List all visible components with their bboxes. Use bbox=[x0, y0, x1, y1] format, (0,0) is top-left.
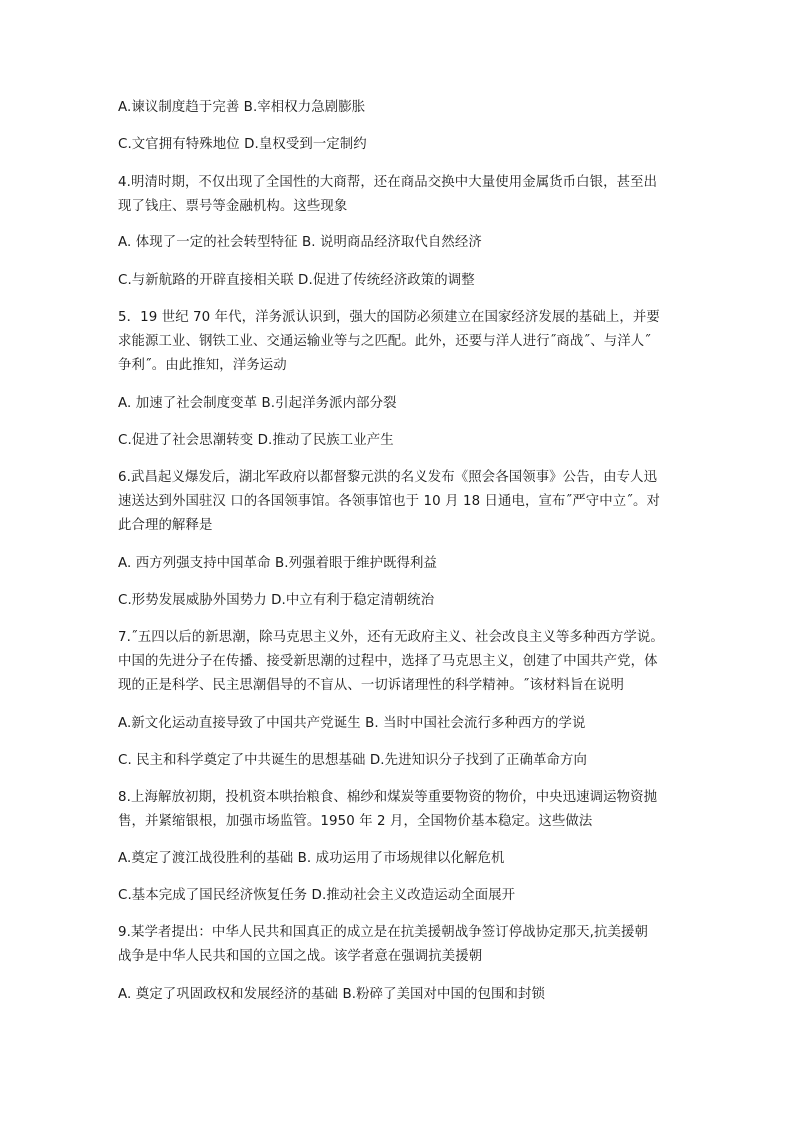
q4-options-cd: C.与新航路的开辟直接相关联 D.促进了传统经济政策的调整 bbox=[118, 273, 475, 288]
q5-stem-line-2: 求能源工业、钢铁工业、交通运输业等与之匹配。此外，还要与洋人进行˝商战˝、与洋人˝ bbox=[118, 334, 652, 349]
q7-options-cd: C. 民主和科学奠定了中共诞生的思想基础 D.先进知识分子找到了正确革命方向 bbox=[118, 753, 587, 768]
q7-stem-line-1: 7.˝五四以后的新思潮，除马克思主义外，还有无政府主义、社会改良主义等多种西方学说。 bbox=[118, 630, 664, 645]
q6-stem-line-3: 此合理的解释是 bbox=[118, 518, 213, 533]
q9-stem-line-2: 战争是中华人民共和国的立国之战。该学者意在强调抗美援朝 bbox=[118, 949, 483, 964]
q3-options-cd: C.文官拥有特殊地位 D.皇权受到一定制约 bbox=[118, 137, 367, 152]
q7-options-ab: A.新文化运动直接导致了中国共产党诞生 B. 当时中国社会流行多种西方的学说 bbox=[118, 716, 586, 731]
q8-options-ab: A.奠定了渡江战役胜利的基础 B. 成功运用了市场规律以化解危机 bbox=[118, 851, 505, 866]
q4-stem-line-1: 4.明清时期，不仅出现了全国性的大商帮，还在商品交换中大量使用金属货币白银，甚至出 bbox=[118, 175, 658, 190]
q6-stem-line-1: 6.武昌起义爆发后，湖北军政府以都督黎元洪的名义发布《照会各国领事》公告，由专人迅 bbox=[118, 470, 658, 485]
q6-options-ab: A. 西方列强支持中国革命 B.列强着眼于维护既得利益 bbox=[118, 556, 438, 571]
q8-stem-line-1: 8.上海解放初期，投机资本哄抬粮食、棉纱和煤炭等重要物资的物价，中央迅速调运物资抛 bbox=[118, 790, 658, 805]
q4-stem-line-2: 现了钱庄、票号等金融机构。这些现象 bbox=[118, 199, 348, 214]
q6-options-cd: C.形势发展威胁外国势力 D.中立有利于稳定清朝统治 bbox=[118, 593, 435, 608]
q8-stem-line-2: 售，并紧缩银根，加强市场监管。1950 年 2 月，全国物价基本稳定。这些做法 bbox=[118, 814, 593, 829]
q9-stem-line-1: 9.某学者提出：中华人民共和国真正的成立是在抗美援朝战争签订停战协定那天,抗美援朝 bbox=[118, 925, 648, 940]
q5-stem-line-3: 争利˝。由此推知，洋务运动 bbox=[118, 358, 287, 373]
q5-options-cd: C.促进了社会思潮转变 D.推动了民族工业产生 bbox=[118, 433, 394, 448]
q3-options-ab: A.谏议制度趋于完善 B.宰相权力急剧膨胀 bbox=[118, 100, 366, 115]
q4-options-ab: A. 体现了一定的社会转型特征 B. 说明商品经济取代自然经济 bbox=[118, 235, 482, 250]
q8-options-cd: C.基本完成了国民经济恢复任务 D.推动社会主义改造运动全面展开 bbox=[118, 888, 516, 903]
q9-options-ab: A. 奠定了巩固政权和发展经济的基础 B.粉碎了美国对中国的包围和封锁 bbox=[118, 987, 545, 1002]
q7-stem-line-2: 中国的先进分子在传播、接受新思潮的过程中，选择了马克思主义，创建了中国共产党，体 bbox=[118, 654, 658, 669]
q5-options-ab: A. 加速了社会制度变革 B.引起洋务派内部分裂 bbox=[118, 396, 397, 411]
q7-stem-line-3: 现的正是科学、民主思潮倡导的不盲从、一切诉诸理性的科学精神。˝该材料旨在说明 bbox=[118, 678, 624, 693]
q6-stem-line-2: 速送达到外国驻汉 口的各国领事馆。各领事馆也于 10 月 18 日通电，宣布˝严守中立˝。对 bbox=[118, 494, 661, 509]
q5-stem-line-1: 5．19 世纪 70 年代，洋务派认识到，强大的国防必须建立在国家经济发展的基础上，并要 bbox=[118, 310, 660, 325]
